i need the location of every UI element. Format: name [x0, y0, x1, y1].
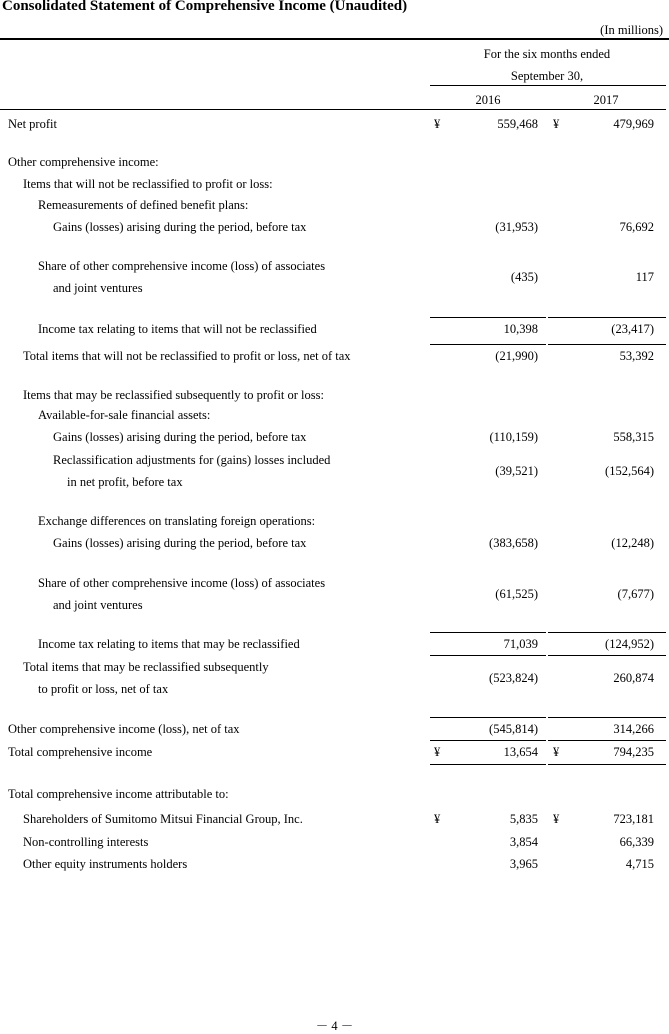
value-2016: (110,159) — [489, 430, 538, 444]
value-2016: (435) — [510, 270, 538, 284]
yen-sign-2017: ¥ — [553, 117, 560, 131]
row-label: Share of other comprehensive income (loss) of associates — [38, 576, 326, 590]
row-label: Total items that will not be reclassified to profit or loss, net of tax — [23, 349, 351, 363]
underline-2017 — [548, 655, 666, 656]
total-bottom-rule-2017 — [548, 764, 666, 765]
total-bottom-rule-2016 — [430, 764, 546, 765]
value-2017: (12,248) — [611, 536, 654, 550]
value-2016: 5,835 — [509, 812, 538, 826]
value-2016: 3,965 — [509, 857, 538, 871]
underline-2016 — [430, 317, 546, 318]
row-label: Total comprehensive income — [8, 745, 153, 759]
value-2016: 13,654 — [503, 745, 538, 759]
row-label: Share of other comprehensive income (loss) of associates — [38, 259, 326, 273]
underline-2017 — [548, 317, 666, 318]
page-title: Consolidated Statement of Comprehensive Income (Unaudited) — [2, 0, 408, 14]
row-label: in net profit, before tax — [67, 475, 183, 489]
value-2016: (21,990) — [495, 349, 538, 363]
underline-2017 — [548, 632, 666, 633]
row-label: Other equity instruments holders — [23, 857, 188, 871]
row-label: Available-for-sale financial assets: — [38, 408, 211, 422]
row-label: Gains (losses) arising during the period, before tax — [53, 220, 307, 234]
header-bottom-rule — [0, 109, 666, 110]
value-2017: 76,692 — [619, 220, 654, 234]
row-label: Shareholders of Sumitomo Mitsui Financial Group, Inc. — [23, 812, 303, 826]
underline-2017 — [548, 344, 666, 345]
page-number: － 4 － — [315, 1019, 354, 1033]
value-2017: (23,417) — [611, 322, 654, 336]
value-2016: (545,814) — [489, 722, 538, 736]
period-header-rule — [430, 85, 666, 86]
underline-2016 — [430, 632, 546, 633]
row-label: Exchange differences on translating foreign operations: — [38, 514, 316, 528]
row-label: Gains (losses) arising during the period, before tax — [53, 536, 307, 550]
underline-2016 — [430, 344, 546, 345]
value-2017: 314,266 — [613, 722, 654, 736]
underline-2016 — [430, 655, 546, 656]
value-2016: 10,398 — [503, 322, 538, 336]
row-label: Items that may be reclassified subsequently to profit or loss: — [23, 388, 324, 402]
row-label: Other comprehensive income (loss), net of tax — [8, 722, 240, 736]
value-2017: (7,677) — [617, 587, 654, 601]
value-2016: (39,521) — [495, 464, 538, 478]
row-label: Income tax relating to items that will not be reclassified — [38, 322, 317, 336]
yen-sign-2017: ¥ — [553, 812, 560, 826]
column-header-2016: 2016 — [475, 93, 501, 107]
yen-sign-2016: ¥ — [434, 812, 441, 826]
value-2017: 53,392 — [619, 349, 654, 363]
top-rule — [0, 38, 669, 40]
underline-2017 — [548, 717, 666, 718]
value-2016: 71,039 — [503, 637, 538, 651]
value-2017: 479,969 — [613, 117, 654, 131]
row-label: Total items that may be reclassified subsequently — [23, 660, 269, 674]
value-2017: 723,181 — [613, 812, 654, 826]
value-2017: 4,715 — [625, 857, 654, 871]
row-label: and joint ventures — [53, 598, 143, 612]
period-header-line1: For the six months ended — [483, 47, 611, 61]
underline-2017 — [548, 740, 666, 741]
value-2016: (61,525) — [495, 587, 538, 601]
row-label: Net profit — [8, 117, 57, 131]
row-label: Total comprehensive income attributable to: — [8, 787, 229, 801]
row-label: Income tax relating to items that may be reclassified — [38, 637, 300, 651]
value-2016: 3,854 — [509, 835, 538, 849]
value-2017: 794,235 — [613, 745, 654, 759]
yen-sign-2016: ¥ — [434, 117, 441, 131]
value-2016: 559,468 — [497, 117, 538, 131]
row-label: and joint ventures — [53, 281, 143, 295]
underline-2016 — [430, 740, 546, 741]
value-2017: 66,339 — [619, 835, 654, 849]
value-2017: (152,564) — [605, 464, 654, 478]
yen-sign-2016: ¥ — [434, 745, 441, 759]
row-label: Non-controlling interests — [23, 835, 149, 849]
value-2017: 117 — [635, 270, 654, 284]
row-label: Reclassification adjustments for (gains) losses included — [53, 453, 331, 467]
row-label: to profit or loss, net of tax — [38, 682, 169, 696]
row-label: Remeasurements of defined benefit plans: — [38, 198, 249, 212]
period-header-line2: September 30, — [510, 69, 584, 83]
value-2017: 558,315 — [613, 430, 654, 444]
row-label: Gains (losses) arising during the period, before tax — [53, 430, 307, 444]
value-2016: (523,824) — [489, 671, 538, 685]
row-label: Items that will not be reclassified to profit or loss: — [23, 177, 273, 191]
column-header-2017: 2017 — [593, 93, 619, 107]
value-2016: (383,658) — [489, 536, 538, 550]
value-2017: (124,952) — [605, 637, 654, 651]
value-2016: (31,953) — [495, 220, 538, 234]
yen-sign-2017: ¥ — [553, 745, 560, 759]
value-2017: 260,874 — [613, 671, 654, 685]
underline-2016 — [430, 717, 546, 718]
unit-note: (In millions) — [600, 23, 663, 37]
row-label: Other comprehensive income: — [8, 155, 159, 169]
